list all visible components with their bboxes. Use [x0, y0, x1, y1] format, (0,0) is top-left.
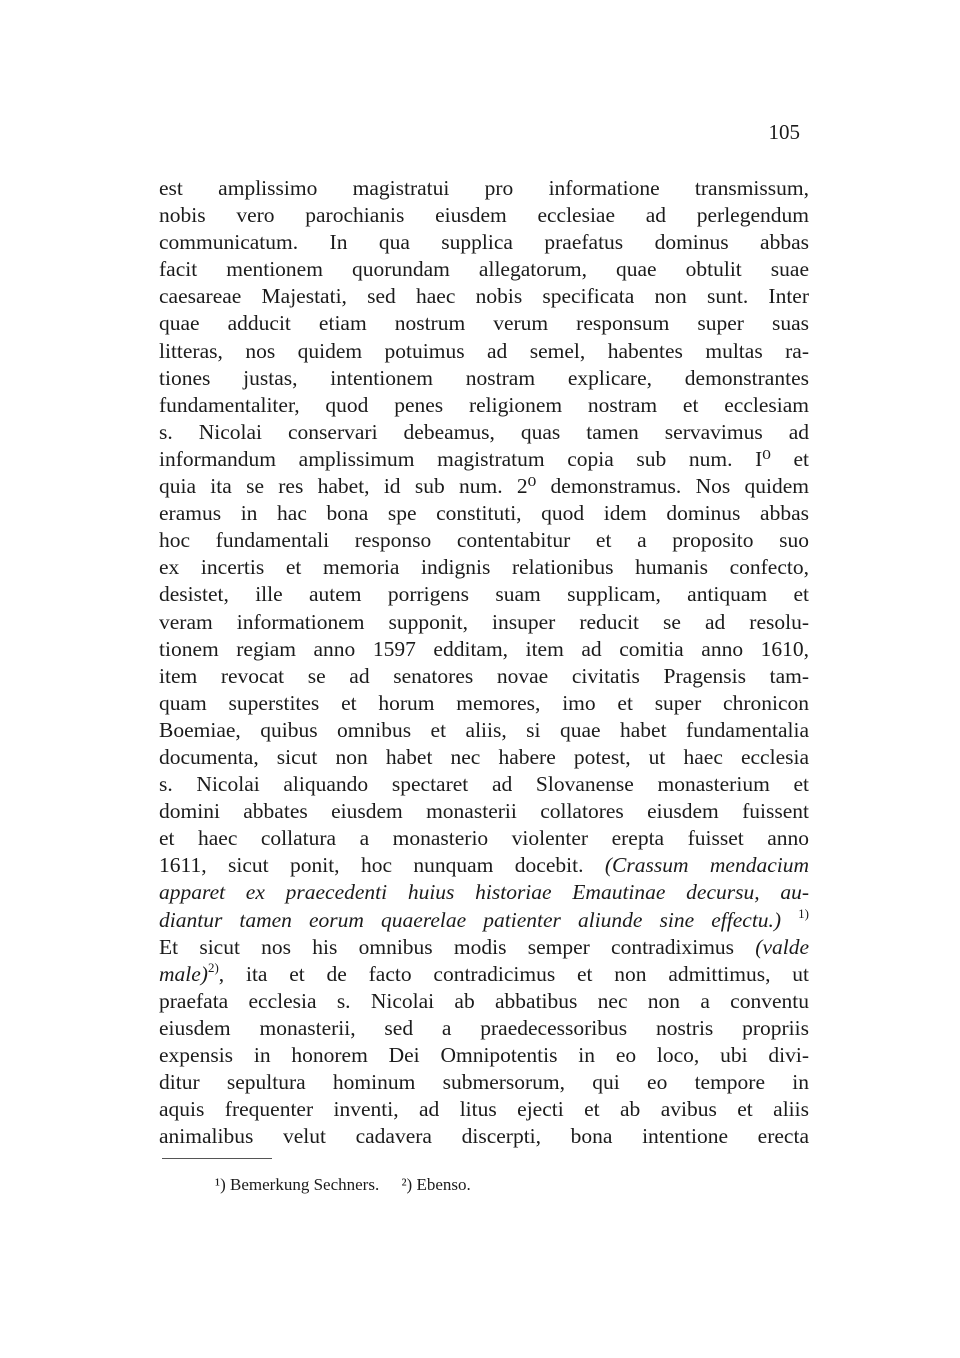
text-line: hoc fundamentali responso contentabitur et a proposito suo [159, 528, 809, 553]
text-line: desistet, ille autem porrigens suam supplicam, antiquam et [159, 582, 809, 607]
text-line-mixed [159, 852, 809, 879]
text-line: et haec collatura a monasterio violenter erepta fuisset anno [159, 826, 809, 851]
text-line: informandum amplissimum magistratum copia sub num. I⁰ et [159, 446, 809, 471]
text-segment: , ita et de facto contradicimus et non admittimus, ut [218, 961, 809, 986]
italic-segment: (Crassum mendacium [604, 853, 809, 878]
text-line-mixed [159, 961, 809, 988]
text-line: domini abbates eiusdem monasterii collatores eiusdem fuissent [159, 799, 809, 824]
text-line: communicatum. In qua supplica praefatus dominus abbas [159, 230, 809, 255]
text-line: eiusdem monasterii, sed a praedecessoribus nostris propriis [159, 1015, 809, 1040]
text-line: quae adducit etiam nostrum verum responsum super suas [159, 311, 809, 336]
text-line: quia ita se res habet, id sub num. 2⁰ demonstramus. Nos quidem [159, 474, 809, 499]
footnote-text: Ebenso. [416, 1175, 471, 1194]
text-line: s. Nicolai aliquando spectaret ad Slovanense monasterium et [159, 772, 809, 797]
text-line: Boemiae, quibus omnibus et aliis, si quae habet fundamentalia [159, 717, 809, 742]
text-line: veram informationem supponit, insuper reducit se ad resolu- [159, 609, 809, 634]
text-line: litteras, nos quidem potuimus ad semel, habentes multas ra- [159, 338, 809, 363]
footnote-mark: 2) [207, 959, 219, 975]
italic-segment: diantur tamen eorum quaerelae patienter aliunde sine effectu.) [159, 907, 782, 932]
text-line: fundamentaliter, quod penes religionem nostram et ecclesiam [159, 392, 809, 417]
text-line: tiones justas, intentionem nostram explicare, demonstrantes [159, 365, 809, 390]
footnotes [215, 1175, 489, 1195]
text-line: quam superstites et horum memores, imo et super chronicon [159, 690, 809, 715]
italic-segment: apparet ex praecedenti huius historiae Emautinae decursu, au- [159, 880, 809, 905]
text-line: est amplissimo magistratui pro informatione transmissum, [159, 176, 809, 200]
text-line: eramus in hac bona spe constituti, quod idem dominus abbas [159, 501, 809, 526]
italic-segment: male) [159, 961, 208, 986]
text-segment: Et sicut nos his omnibus modis semper contradiximus [159, 934, 735, 959]
footnote-mark: ²) [401, 1175, 413, 1194]
text-line: ditur sepultura hominum submersorum, qui eo tempore in [159, 1070, 809, 1095]
text-line: nobis vero parochianis eiusdem ecclesiae ad perlegendum [159, 203, 809, 228]
text-line: caesareae Majestati, sed haec nobis specificata non sunt. Inter [159, 284, 809, 309]
italic-segment: (valde [755, 934, 810, 959]
footnote-text: Bemerkung Sechners. [230, 1175, 380, 1194]
text-line: praefata ecclesia s. Nicolai ab abbatibus nec non a conventu [159, 988, 809, 1013]
text-line: facit mentionem quorundam allegatorum, quae obtulit suae [159, 257, 809, 282]
footnote-2 [401, 1175, 470, 1194]
text-line-mixed [159, 934, 809, 961]
text-line: s. Nicolai conservari debeamus, quas tamen servavimus ad [159, 419, 809, 444]
text-line: ex incertis et memoria indignis relationibus humanis confecto, [159, 555, 809, 580]
text-segment: 1611, sicut ponit, hoc nunquam docebit. [159, 853, 584, 878]
text-line-italic [159, 907, 809, 934]
footnote-1 [215, 1175, 379, 1194]
page-number: 105 [768, 120, 800, 144]
text-line-italic [159, 879, 809, 906]
body-text [159, 175, 809, 1150]
text-line: animalibus velut cadavera discerpti, bona intentione erecta [159, 1124, 809, 1149]
text-line: expensis in honorem Dei Omnipotentis in eo loco, ubi divi- [159, 1043, 809, 1067]
text-line: documenta, sicut non habet nec habere potest, ut haec ecclesia [159, 744, 809, 769]
footnote-divider [162, 1158, 272, 1159]
text-line: item revocat se ad senatores novae civitatis Pragensis tam- [159, 663, 809, 688]
text-line: tionem regiam anno 1597 edditam, item ad comitia anno 1610, [159, 636, 809, 661]
footnote-mark: ¹) [215, 1175, 226, 1194]
text-line: aquis frequenter inventi, ad litus ejecti et ab avibus et aliis [159, 1097, 809, 1122]
footnote-mark: 1) [798, 905, 809, 921]
